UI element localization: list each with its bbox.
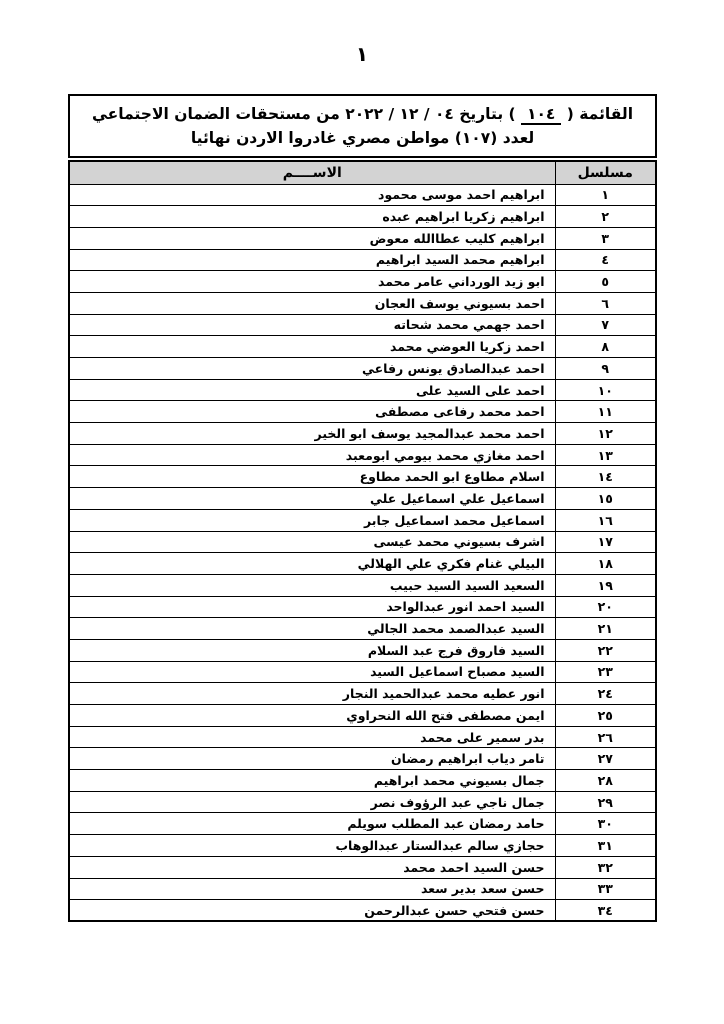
table-header-row [69,161,656,184]
name-cell: اشرف بسيوني محمد عيسى [69,531,555,553]
serial-cell: ٢٩ [555,791,656,813]
table-row [69,466,656,488]
page-number: ١ [355,42,369,66]
name-cell: حامد رمضان عبد المطلب سويلم [69,813,555,835]
name-cell: احمد مغازي محمد بيومي ابومعبد [69,444,555,466]
table-row [69,444,656,466]
column-header-name: الاســــم [69,161,555,184]
table-row [69,379,656,401]
serial-cell: ٨ [555,336,656,358]
serial-cell: ٥ [555,271,656,293]
table-row [69,249,656,271]
name-cell: ابراهيم زكريا ابراهيم عبده [69,206,555,228]
serial-cell: ٢٢ [555,639,656,661]
name-cell: السيد فاروق فرج عبد السلام [69,639,555,661]
serial-cell: ٢١ [555,618,656,640]
table-row [69,271,656,293]
table-row [69,639,656,661]
name-cell: البيلي غنام فكري علي الهلالي [69,553,555,575]
serial-cell: ٣٠ [555,813,656,835]
name-cell: ابو زيد الورداني عامر محمد [69,271,555,293]
serial-cell: ٧ [555,314,656,336]
title-line-1 [92,102,633,126]
table-row [69,683,656,705]
table-row [69,531,656,553]
table-row [69,835,656,857]
name-cell: ابراهيم محمد السيد ابراهيم [69,249,555,271]
name-cell: احمد على السيد على [69,379,555,401]
serial-cell: ٦ [555,292,656,314]
name-cell: انور عطيه محمد عبدالحميد النجار [69,683,555,705]
table-row [69,553,656,575]
serial-cell: ٢٣ [555,661,656,683]
table-row [69,791,656,813]
list-number-underlined: ١٠٤ [521,105,561,125]
serial-cell: ١٥ [555,488,656,510]
serial-cell: ١٣ [555,444,656,466]
name-cell: ابراهيم احمد موسى محمود [69,184,555,206]
title-line-1-prefix: القائمة ( [561,104,634,123]
table-row [69,596,656,618]
serial-cell: ٣٣ [555,878,656,900]
table-row [69,770,656,792]
serial-cell: ٢٧ [555,748,656,770]
table-row [69,878,656,900]
table-row [69,206,656,228]
table-row [69,358,656,380]
table-row [69,661,656,683]
name-cell: ابراهيم كليب عطاالله معوض [69,227,555,249]
serial-cell: ٢٨ [555,770,656,792]
serial-cell: ٣١ [555,835,656,857]
name-cell: جمال بسيوني محمد ابراهيم [69,770,555,792]
serial-cell: ٢٤ [555,683,656,705]
serial-cell: ٢٠ [555,596,656,618]
serial-cell: ٣٤ [555,900,656,922]
serial-cell: ٢٦ [555,726,656,748]
serial-cell: ١٠ [555,379,656,401]
name-cell: احمد محمد رفاعى مصطفى [69,401,555,423]
table-row [69,314,656,336]
serial-cell: ١٤ [555,466,656,488]
name-cell: اسماعيل محمد اسماعيل جابر [69,509,555,531]
serial-cell: ٣ [555,227,656,249]
name-cell: جمال ناجي عبد الرؤوف نصر [69,791,555,813]
name-cell: تامر دياب ابراهيم رمضان [69,748,555,770]
table-row [69,726,656,748]
column-header-serial: مسلسل [555,161,656,184]
serial-cell: ١٩ [555,574,656,596]
table-row [69,509,656,531]
serial-cell: ١٧ [555,531,656,553]
name-cell: حجازي سالم عبدالستار عبدالوهاب [69,835,555,857]
serial-cell: ٣٢ [555,856,656,878]
table-row [69,900,656,922]
name-cell: السيد احمد انور عبدالواحد [69,596,555,618]
name-cell: حسن فتحي حسن عبدالرحمن [69,900,555,922]
name-cell: السيد عبدالصمد محمد الجالي [69,618,555,640]
serial-cell: ١٢ [555,423,656,445]
name-cell: السعيد السيد السيد حبيب [69,574,555,596]
name-cell: احمد عبدالصادق يونس رفاعي [69,358,555,380]
table-body [69,184,656,921]
name-cell: حسن سعد بدير سعد [69,878,555,900]
table-row [69,292,656,314]
name-cell: احمد بسيوني يوسف العجان [69,292,555,314]
table-row [69,227,656,249]
name-cell: بدر سمير على محمد [69,726,555,748]
serial-cell: ٩ [555,358,656,380]
table-row [69,618,656,640]
name-cell: احمد محمد عبدالمجيد يوسف ابو الخير [69,423,555,445]
table-row [69,813,656,835]
name-cell: حسن السيد احمد محمد [69,856,555,878]
title-box [68,94,657,158]
table-row [69,336,656,358]
name-cell: احمد زكريا العوضي محمد [69,336,555,358]
serial-cell: ٤ [555,249,656,271]
table-row [69,423,656,445]
table-row [69,184,656,206]
serial-cell: ١ [555,184,656,206]
name-cell: احمد جهمي محمد شحاته [69,314,555,336]
name-cell: ايمن مصطفى فتح الله النحراوي [69,705,555,727]
name-cell: اسماعيل علي اسماعيل علي [69,488,555,510]
serial-cell: ١٨ [555,553,656,575]
names-table [68,160,657,922]
name-cell: السيد مصباح اسماعيل السيد [69,661,555,683]
table-row [69,401,656,423]
table-row [69,574,656,596]
table-row [69,488,656,510]
name-cell: اسلام مطاوع ابو الحمد مطاوع [69,466,555,488]
title-line-2: لعدد (١٠٧) مواطن مصري غادروا الاردن نهائيا [190,129,535,147]
serial-cell: ٢ [555,206,656,228]
serial-cell: ١٦ [555,509,656,531]
table-row [69,705,656,727]
serial-cell: ٢٥ [555,705,656,727]
title-line-1-suffix: ) بتاريخ ٠٤ / ١٢ / ٢٠٢٢ من مستحقات الضمان الاجتماعي [92,104,522,123]
serial-cell: ١١ [555,401,656,423]
table-row [69,856,656,878]
table-row [69,748,656,770]
